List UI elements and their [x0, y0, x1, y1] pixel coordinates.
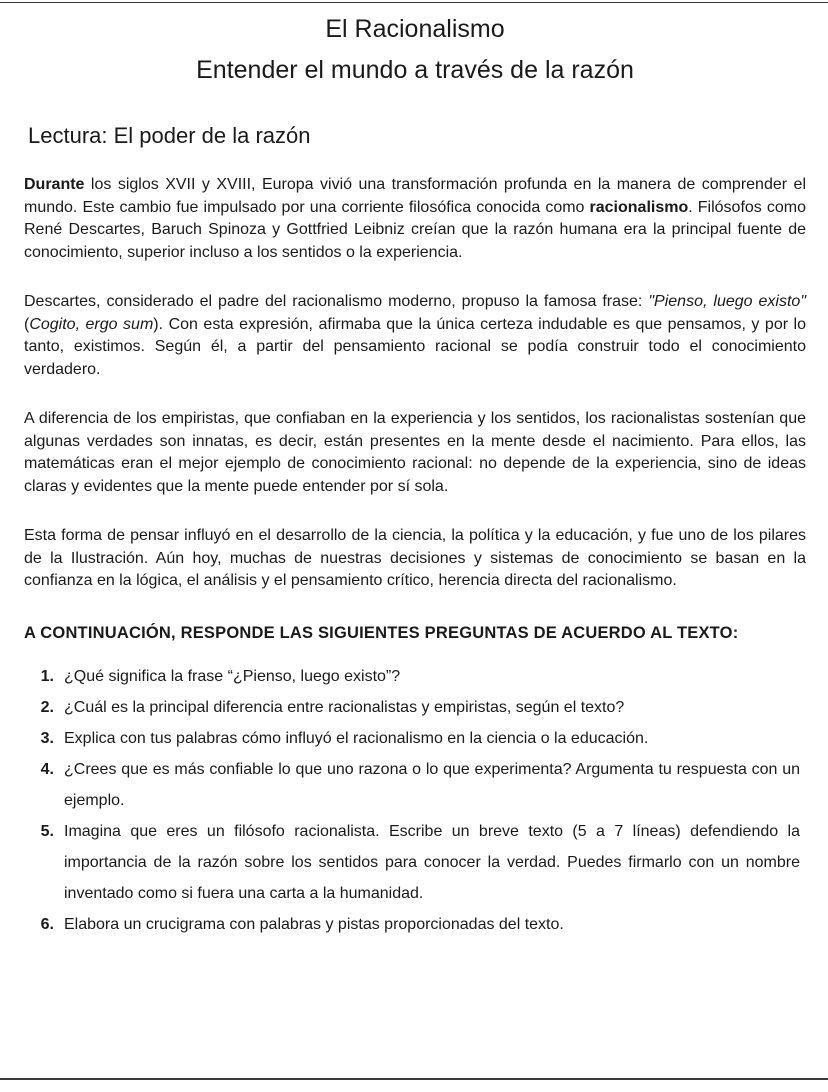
paragraph-2-text-b: ). Con esta expresión, afirmaba que la única certeza indudable es que pensamos, y por lo tanto, existimos. Según él, a partir del pensamiento racional se podía construir todo el conocimiento verdadero.: [24, 315, 806, 378]
paragraph-2-latin: Cogito, ergo sum: [29, 315, 154, 333]
paragraph-1-text-a: los siglos XVII y XVIII, Europa vivió una transformación profunda en la manera de comprender el mundo. Este cambio fue impulsado por una corriente filosófica conocida como: [24, 176, 806, 216]
question-item: [24, 692, 806, 723]
top-rule: [0, 2, 828, 3]
paragraph-2-paren: (: [24, 315, 30, 333]
reading-title: Lectura: El poder de la razón: [28, 123, 311, 148]
paragraph-1-text-b: . Filósofos como René Descartes, Baruch Spinoza y Gottfried Leibniz creían que la razón humana era la principal fuente de conocimiento, superior incluso a los sentidos o la experiencia.: [24, 198, 806, 261]
question-text: Imagina que eres un filósofo racionalista. Escribe un breve texto (5 a 7 líneas) defendiendo la importancia de la razón sobre los sentidos para conocer la verdad. Puedes firmarlo con un nombre inventado como si fuera una carta a la humanidad.: [64, 822, 800, 902]
question-number: 2.: [40, 698, 54, 716]
question-item: [24, 661, 806, 692]
paragraph-2-quote: "Pienso, luego existo": [648, 293, 806, 310]
bottom-rule: [0, 1078, 828, 1080]
document-title: El Racionalismo: [325, 15, 505, 43]
document-subtitle: Entender el mundo a través de la razón: [196, 56, 634, 84]
paragraph-3: A diferencia de los empiristas, que confiaban en la experiencia y los sentidos, los racionalistas sostenían que algunas verdades son innatas, es decir, están presentes en la mente desde el nacimiento. Para ellos, las matemáticas eran el mejor ejemplo de conocimiento racional: no depende de la experiencia, sino de ideas claras y evidentes que la mente puede entender por sí sola.: [24, 410, 806, 495]
paragraph-1-term: racionalismo: [589, 198, 689, 216]
question-text: ¿Qué significa la frase “¿Pienso, luego existo”?: [64, 667, 401, 685]
paragraph-1-lead: Durante: [24, 176, 85, 193]
question-item: [24, 816, 806, 909]
question-item: [24, 723, 806, 754]
question-number: 5.: [40, 822, 54, 840]
question-item: [24, 754, 806, 816]
questions-list: [24, 661, 806, 940]
question-number: 1.: [40, 667, 54, 685]
question-text: ¿Crees que es más confiable lo que uno razona o lo que experimenta? Argumenta tu respuesta con un ejemplo.: [64, 760, 800, 809]
paragraph-1: [24, 174, 806, 264]
question-number: 6.: [40, 915, 54, 933]
question-text: Elabora un crucigrama con palabras y pistas proporcionadas del texto.: [64, 915, 564, 933]
questions-instructions: A CONTINUACIÓN, RESPONDE LAS SIGUIENTES PREGUNTAS DE ACUERDO AL TEXTO:: [24, 623, 739, 642]
paragraph-2-text-a: Descartes, considerado el padre del racionalismo moderno, propuso la famosa frase:: [24, 293, 649, 310]
question-number: 4.: [40, 760, 54, 778]
question-item: [24, 909, 806, 940]
question-number: 3.: [40, 729, 54, 747]
document-page: [24, 14, 806, 940]
paragraph-4: Esta forma de pensar influyó en el desarrollo de la ciencia, la política y la educación, y fue uno de los pilares de la Ilustración. Aún hoy, muchas de nuestras decisiones y sistemas de conocimiento se basan en la confianza en la lógica, el análisis y el pensamiento crítico, herencia directa del racionalismo.: [24, 527, 806, 589]
question-text: ¿Cuál es la principal diferencia entre racionalistas y empiristas, según el texto?: [64, 698, 625, 716]
paragraph-2: [24, 291, 806, 381]
question-text: Explica con tus palabras cómo influyó el racionalismo en la ciencia o la educación.: [64, 729, 649, 747]
